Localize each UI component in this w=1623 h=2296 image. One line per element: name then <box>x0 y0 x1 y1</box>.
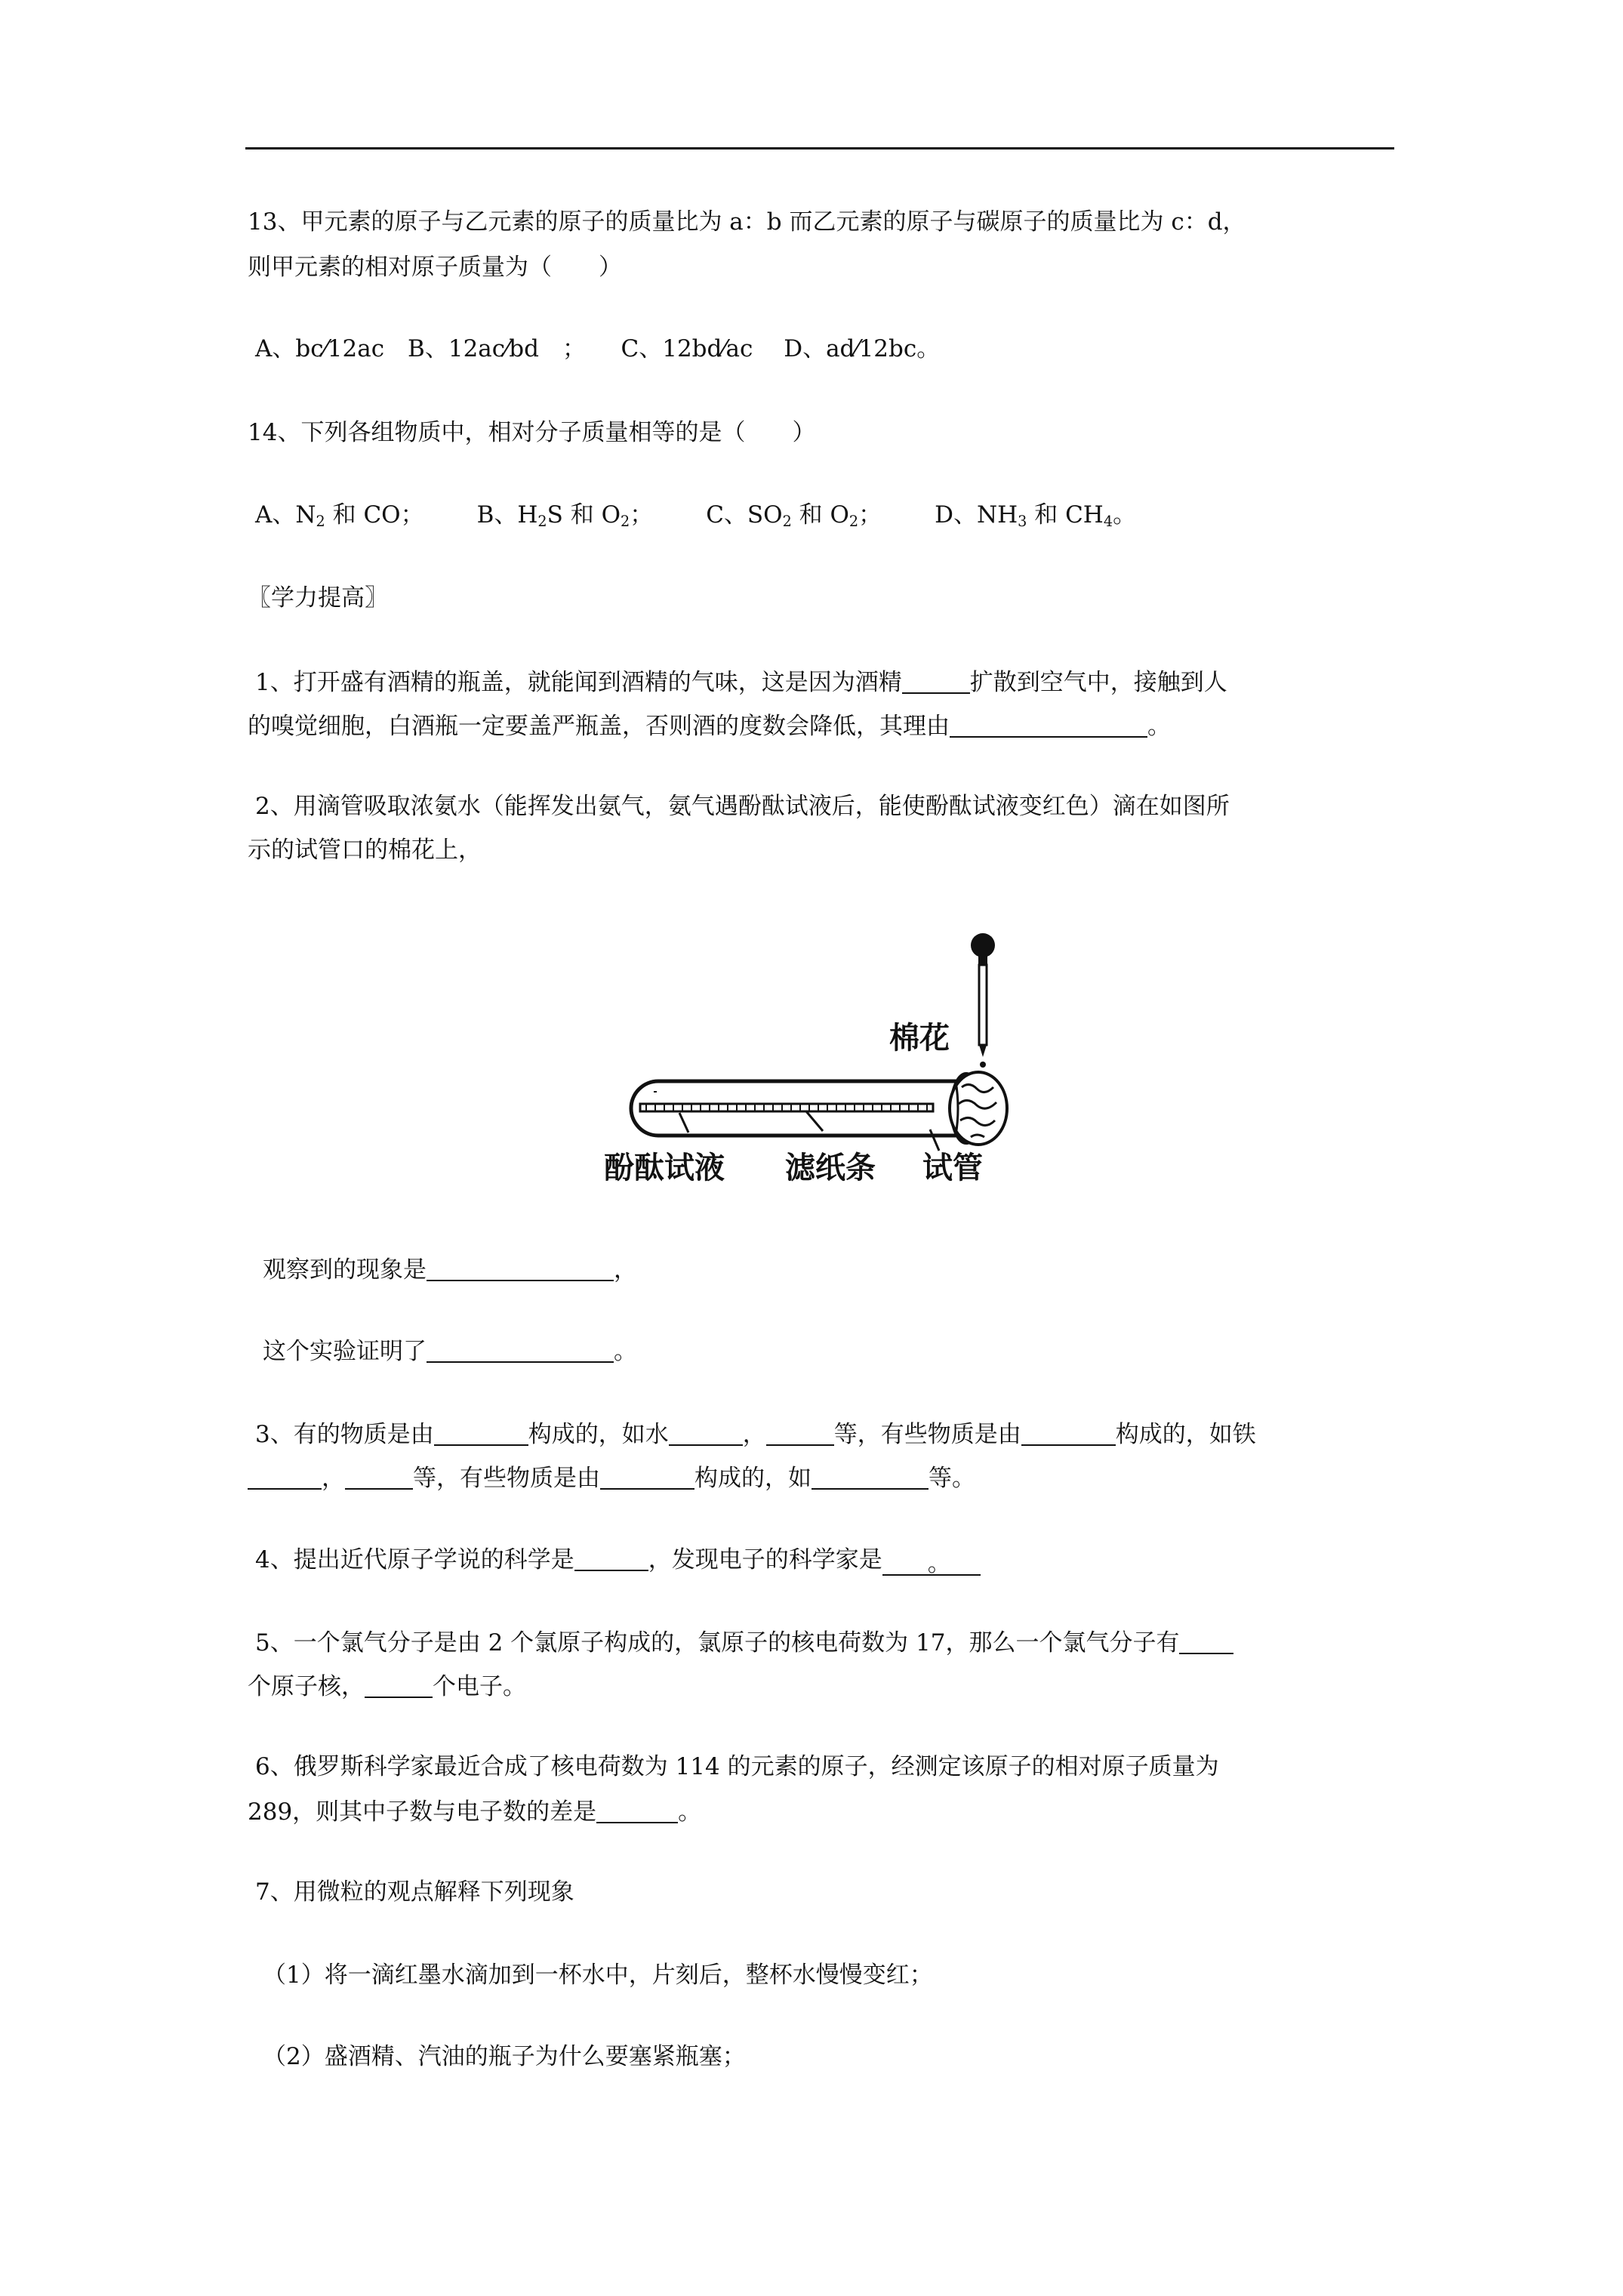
p3-blank-6[interactable] <box>345 1463 413 1490</box>
p6-blank[interactable] <box>596 1797 678 1823</box>
test-tube-figure <box>604 914 1027 1200</box>
q14-options <box>255 501 1136 530</box>
q14-option-c: C、$SO_2$ 和 $O_2$； <box>706 501 882 530</box>
p2-observation: 观察到的现象是 ， <box>263 1256 637 1284</box>
p1-line2: 的嗅觉细胞，白酒瓶一定要盖严瓶盖，否则酒的度数会降低，其理由 。 <box>248 712 1171 740</box>
p5-blank-1[interactable] <box>1179 1628 1233 1654</box>
p3-blank-3[interactable] <box>766 1419 834 1446</box>
p3-blank-5[interactable] <box>248 1463 322 1490</box>
filter-paper-strip <box>640 1104 933 1111</box>
p7-item2: （2）盛酒精、汽油的瓶子为什么要塞紧瓶塞； <box>263 2043 746 2070</box>
section-title: 〖学力提高〗 <box>248 584 388 612</box>
q14-stem: 14、下列各组物质中，相对分子质量相等的是（ ） <box>248 419 816 446</box>
p2-blank-proof[interactable] <box>427 1336 614 1363</box>
p3-blank-1[interactable] <box>434 1419 528 1446</box>
p2-line2: 示的试管口的棉花上， <box>248 837 482 864</box>
label-cotton: 棉花 <box>889 1021 950 1056</box>
p5-line2: 个原子核， 个电子。 <box>248 1672 526 1700</box>
p2-blank-observation[interactable] <box>427 1255 614 1281</box>
p3-blank-8[interactable] <box>812 1463 929 1490</box>
p1-blank-1[interactable] <box>902 667 970 694</box>
cotton-icon <box>950 1072 1007 1145</box>
p7-stem: 7、用微粒的观点解释下列现象 <box>255 1878 574 1906</box>
label-filter-paper: 滤纸条 <box>785 1151 876 1185</box>
p4-line: 4、提出近代原子学说的科学是 ，发现电子的科学家是 。 <box>255 1545 981 1576</box>
p4-blank-1[interactable] <box>574 1545 648 1571</box>
p2-line1: 2、用滴管吸取浓氨水（能挥发出氨气，氨气遇酚酞试液后，能使酚酞试液变红色）滴在如图所 <box>255 793 1230 820</box>
p5-blank-2[interactable] <box>365 1672 433 1698</box>
q13-line2: 则甲元素的相对原子质量为（ ） <box>248 254 622 281</box>
label-phenolphthalein: 酚酞试液 <box>604 1151 725 1185</box>
p3-blank-7[interactable] <box>600 1463 694 1490</box>
dropper-icon <box>971 933 995 1068</box>
p6-line1: 6、俄罗斯科学家最近合成了核电荷数为 114 的元素的原子，经测定该原子的相对原子质量为 <box>255 1753 1219 1780</box>
q14-option-a: A、$N_2$ 和 CO； <box>255 501 424 530</box>
p2-proof: 这个实验证明了 。 <box>263 1337 637 1365</box>
p7-item1: （1）将一滴红墨水滴加到一杯水中，片刻后，整杯水慢慢变红； <box>263 1962 933 1989</box>
label-test-tube: 试管 <box>922 1151 983 1185</box>
p6-line2: 289，则其中子数与电子数的差是 。 <box>248 1798 702 1826</box>
p4-blank-2[interactable]: 。 <box>882 1550 981 1576</box>
p3-blank-2[interactable] <box>669 1419 743 1446</box>
q13-options: A、bc⁄12ac B、12ac⁄bd ； C、12bd⁄ac D、ad⁄12bc。 <box>255 335 941 362</box>
p1-line1: 1、打开盛有酒精的瓶盖，就能闻到酒精的气味，这是因为酒精 扩散到空气中，接触到人 <box>255 668 1227 696</box>
p3-line1: 3、有的物质是由 构成的，如水 ， 等，有些物质是由 构成的，如铁 <box>255 1420 1256 1448</box>
p3-blank-4[interactable] <box>1021 1419 1116 1446</box>
q14-option-b: B、$H_2S$ 和 $O_2$； <box>476 501 654 530</box>
p5-line1: 5、一个氯气分子是由 2 个氯原子构成的，氯原子的核电荷数为 17，那么一个氯气分子有 <box>255 1628 1233 1657</box>
q13-line1: 13、甲元素的原子与乙元素的原子的质量比为 a：b 而乙元素的原子与碳原子的质量比为 c：d， <box>248 208 1246 236</box>
header-rule <box>245 147 1394 149</box>
q14-option-d: D、$NH_3$ 和 $CH_4$。 <box>935 501 1137 530</box>
p3-line2: ， 等，有些物质是由 构成的，如 等。 <box>248 1463 975 1493</box>
p1-blank-2[interactable] <box>950 711 1147 738</box>
